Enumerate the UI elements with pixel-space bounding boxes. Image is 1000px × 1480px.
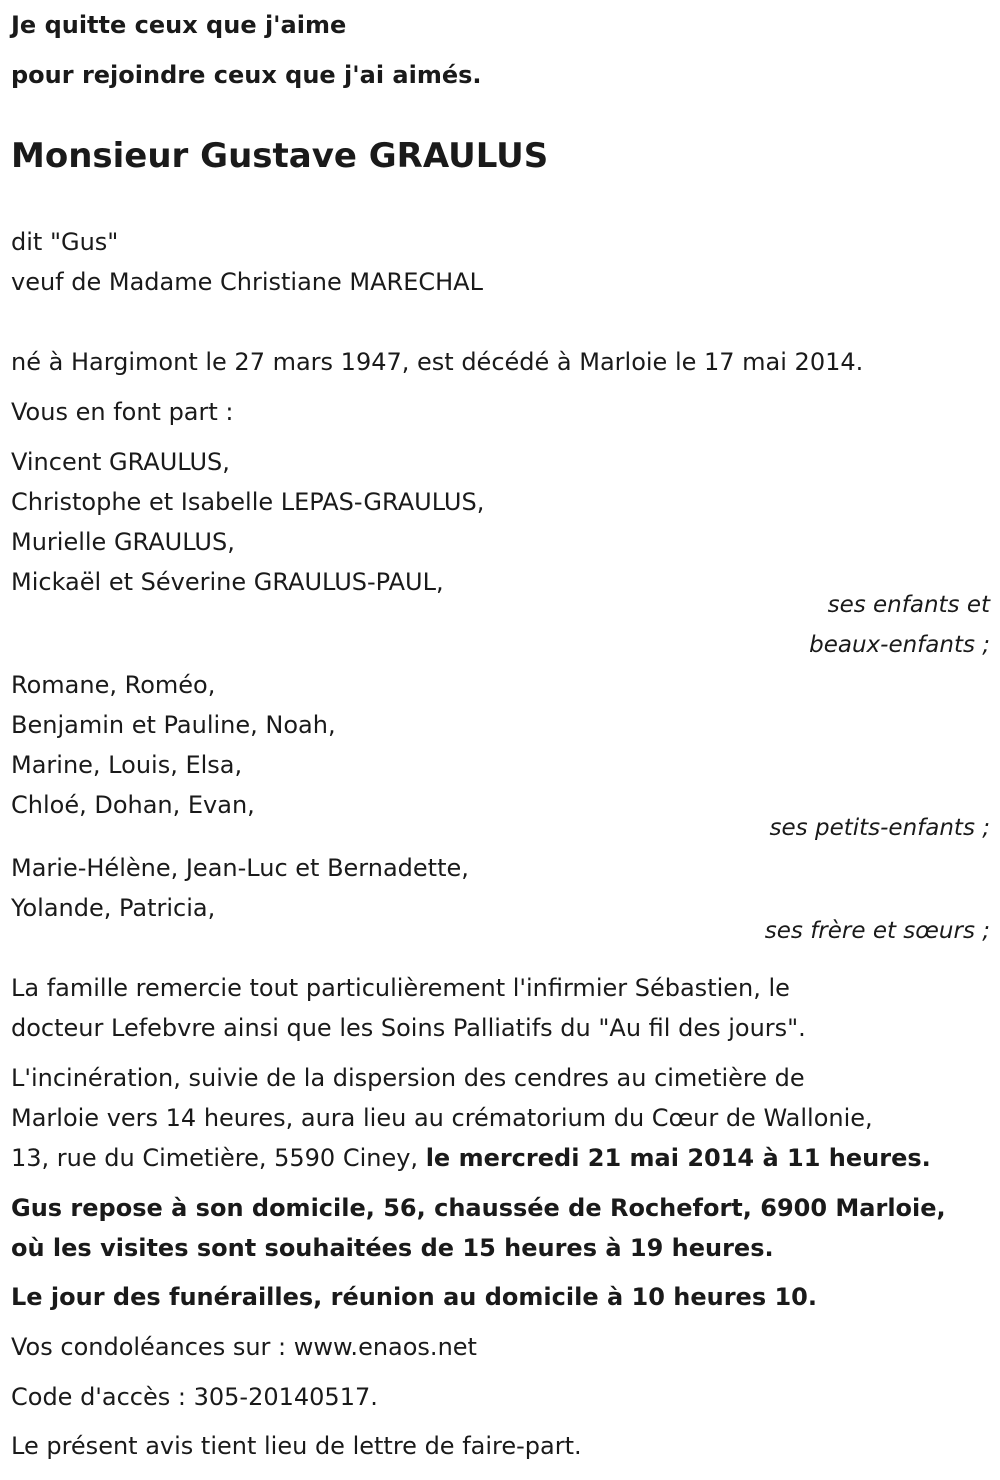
list-item: Marie-Hélène, Jean-Luc et Bernadette, [11, 854, 469, 882]
children-relation-line-2: beaux-enfants ; [809, 632, 990, 658]
birth-death-line: né à Hargimont le 27 mars 1947, est décédé à Marloie le 17 mai 2014. [11, 348, 864, 376]
ceremony-address: 13, rue du Cimetière, 5590 Ciney, [11, 1144, 426, 1172]
visit-line-2: où les visites sont souhaitées de 15 heures à 19 heures. [11, 1234, 774, 1262]
children-relation-line-1: ses enfants et [827, 592, 990, 618]
list-item: Christophe et Isabelle LEPAS-GRAULUS, [11, 488, 485, 516]
ceremony-line-2: Marloie vers 14 heures, aura lieu au crématorium du Cœur de Wallonie, [11, 1104, 873, 1132]
grandchildren-relation: ses petits-enfants ; [769, 815, 990, 841]
announce-line: Vous en font part : [11, 398, 234, 426]
condolences-line: Vos condoléances sur : www.enaos.net [11, 1333, 477, 1361]
deceased-nickname: dit "Gus" [11, 228, 119, 256]
siblings-relation: ses frère et sœurs ; [764, 918, 990, 944]
list-item: Vincent GRAULUS, [11, 448, 230, 476]
epigraph-line-2: pour rejoindre ceux que j'ai aimés. [11, 61, 482, 89]
funeral-day-line: Le jour des funérailles, réunion au domicile à 10 heures 10. [11, 1283, 817, 1311]
list-item: Yolande, Patricia, [11, 894, 216, 922]
epigraph-line-1: Je quitte ceux que j'aime [11, 11, 347, 39]
deceased-name: Monsieur Gustave GRAULUS [11, 136, 549, 176]
ceremony-line-1: L'incinération, suivie de la dispersion des cendres au cimetière de [11, 1064, 805, 1092]
deceased-widower: veuf de Madame Christiane MARECHAL [11, 268, 483, 296]
list-item: Romane, Roméo, [11, 671, 216, 699]
ceremony-date: le mercredi 21 mai 2014 à 11 heures. [425, 1144, 931, 1172]
thanks-line-1: La famille remercie tout particulièrement l'infirmier Sébastien, le [11, 974, 790, 1002]
list-item: Marine, Louis, Elsa, [11, 751, 243, 779]
list-item: Murielle GRAULUS, [11, 528, 235, 556]
list-item: Chloé, Dohan, Evan, [11, 791, 255, 819]
closing-line: Le présent avis tient lieu de lettre de faire-part. [11, 1432, 582, 1460]
list-item: Mickaël et Séverine GRAULUS-PAUL, [11, 568, 444, 596]
ceremony-line-3 [11, 1143, 931, 1173]
access-code-line: Code d'accès : 305-20140517. [11, 1383, 378, 1411]
list-item: Benjamin et Pauline, Noah, [11, 711, 336, 739]
visit-line-1: Gus repose à son domicile, 56, chaussée de Rochefort, 6900 Marloie, [11, 1194, 946, 1222]
thanks-line-2: docteur Lefebvre ainsi que les Soins Palliatifs du "Au fil des jours". [11, 1014, 806, 1042]
